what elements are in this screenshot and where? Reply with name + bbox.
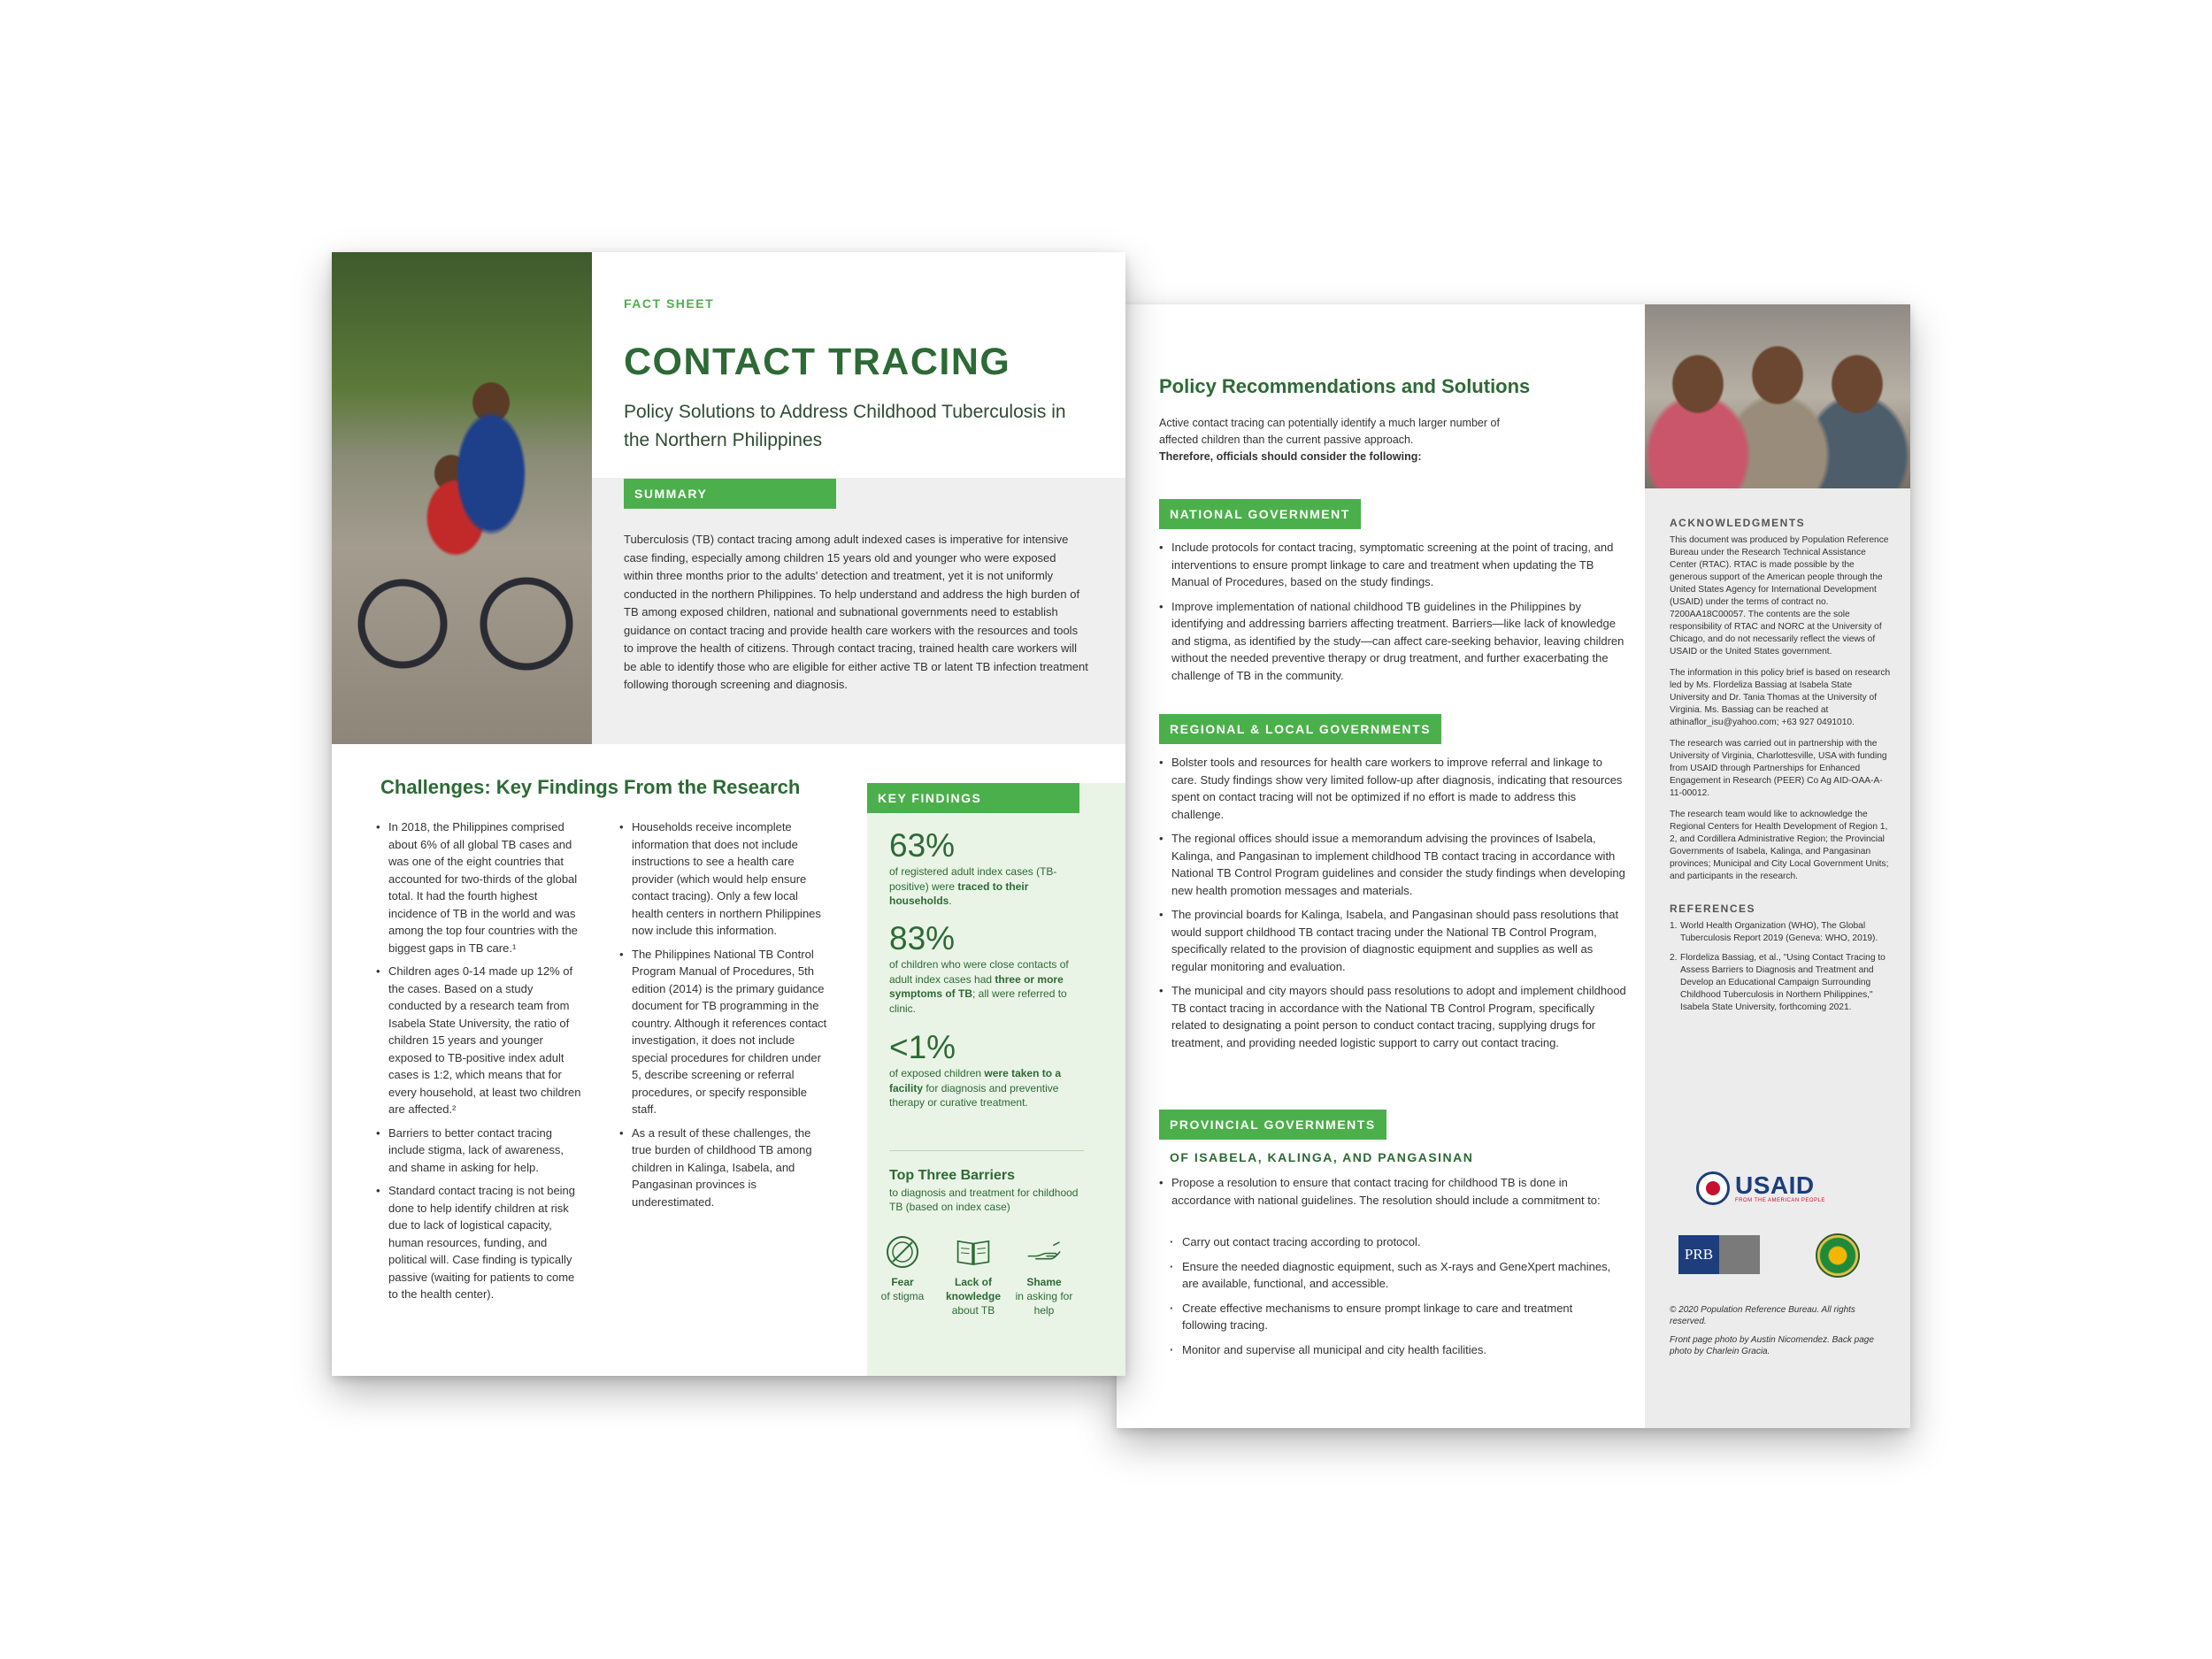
references-list xyxy=(1670,920,1891,1014)
list-item: • Bolster tools and resources for health care workers to improve referral and linkage to care. Study findings show very limited follow-up after diagnosis, indicating that resources spent on contact tracing will not be optimized if no effort is made to address this challenge. xyxy=(1159,754,1628,823)
references-heading: REFERENCES xyxy=(1670,902,1756,915)
list-item: • The regional offices should issue a memorandum advising the provinces of Isabela, Kalinga, and Pangasinan to implement childhood TB contact tracing in accordance with National TB Control Program guidelines and consider the study findings when developing new health promotion messages and materials. xyxy=(1159,830,1628,899)
national-government-band: NATIONAL GOVERNMENT xyxy=(1159,499,1361,529)
challenges-column-2 xyxy=(619,818,832,1217)
list-item: • As a result of these challenges, the true burden of childhood TB among children in Kalinga, Isabela, and Pangasinan provinces is underestimated. xyxy=(619,1125,832,1211)
key-findings-band: KEY FINDINGS xyxy=(867,783,1079,813)
back-page xyxy=(1117,304,1910,1428)
photo-credits: Front page photo by Austin Nicomendez. Back page photo by Charlein Gracia. xyxy=(1670,1335,1874,1356)
list-item: · Monitor and supervise all municipal and city health facilities. xyxy=(1170,1341,1612,1359)
prb-logo: PRB xyxy=(1678,1235,1760,1274)
list-item: · Carry out contact tracing according to protocol. xyxy=(1170,1233,1612,1251)
list-item: • In 2018, the Philippines comprised about 6% of all global TB cases and was one of the eight countries that accounted for two-thirds of the global total. It had the fourth highest incidence of TB in the world and was among the top four countries with the biggest gaps in TB care.¹ xyxy=(376,818,584,956)
policy-title: Policy Recommendations and Solutions xyxy=(1159,375,1531,397)
list-item: • The municipal and city mayors should pass resolutions to adopt and implement childhood TB contact tracing in accordance with the National TB Control Program, specifically related to designating a point person to conduct contact tracing, supplying drugs for treatment, and providing needed logistic support to carry out contact tracing. xyxy=(1159,982,1628,1051)
national-list xyxy=(1159,539,1628,691)
ack-paragraph: The research was carried out in partnership with the University of Virginia, Charlottesville, USA with funding from USAID through Partnerships for Enhanced Engagement in Research (PEER) Co Ag AID-OAA-A-11-00012. xyxy=(1670,739,1887,798)
list-item: · Create effective mechanisms to ensure prompt linkage to care and treatment following tracing. xyxy=(1170,1300,1612,1334)
list-item: • The provincial boards for Kalinga, Isabela, and Pangasinan should pass resolutions that would support childhood TB contact tracing under the National TB Control Program, specifically related to the provision of diagnostic equipment and supplies as well as regular monitoring and evaluation. xyxy=(1159,906,1628,975)
front-photo xyxy=(332,252,592,744)
credits xyxy=(1670,1304,1891,1364)
summary-text: Tuberculosis (TB) contact tracing among adult indexed cases is imperative for intensive case finding, especially among children 15 years old and younger who were exposed within three months prior to the adults' detection and treatment, yet it is not uniformly conducted in the northern Philippines. To help understand and address the high burden of TB among exposed children, national and subnational governments need to establish guidance on contact tracing and provide health care workers with the resources and tools to improve the health of citizens. Through contact tracing, trained health care workers will be able to identify those who are eligible for either active TB or latent TB infection treatment following thorough screening and diagnosis. xyxy=(624,533,1088,691)
challenges-column-1 xyxy=(376,818,584,1310)
partner-logos xyxy=(1670,1171,1891,1304)
usaid-logo: USAID FROM THE AMERICAN PEOPLE xyxy=(1696,1171,1825,1205)
provincial-subheading: OF ISABELA, KALINGA, AND PANGASINAN xyxy=(1170,1150,1474,1164)
isabela-state-university-seal-icon xyxy=(1816,1233,1860,1278)
list-item: · Ensure the needed diagnostic equipment, such as X-rays and GeneXpert machines, are available, functional, and accessible. xyxy=(1170,1258,1612,1293)
barrier-fear: Fear of stigma xyxy=(867,1234,938,1303)
page-title: CONTACT TRACING xyxy=(624,341,1011,383)
provincial-band: PROVINCIAL GOVERNMENTS xyxy=(1159,1110,1386,1140)
barrier-shame: Shame in asking for help xyxy=(1009,1234,1079,1317)
barriers-title: Top Three Barriers xyxy=(889,1168,1015,1183)
page-subtitle: Policy Solutions to Address Childhood Tuberculosis in the Northern Philippines xyxy=(624,402,1066,450)
stat-block: 83% of children who were close contacts of adult index cases had three or more symptoms of TB; all were referred to clinic. xyxy=(889,920,1093,1016)
regional-local-band: REGIONAL & LOCAL GOVERNMENTS xyxy=(1159,714,1441,744)
back-photo xyxy=(1645,304,1910,488)
divider xyxy=(889,1150,1084,1151)
provincial-list xyxy=(1159,1174,1628,1216)
regional-list xyxy=(1159,754,1628,1058)
barrier-knowledge: Lack of knowledge about TB xyxy=(938,1234,1009,1317)
list-item: • Children ages 0-14 made up 12% of the cases. Based on a study conducted by a research team from Isabela State University, the ratio of children 15 years and younger exposed to TB-positive index adult cases is 1:2, which means that for every household, at least two children are affected.² xyxy=(376,963,584,1118)
list-item: • The Philippines National TB Control Program Manual of Procedures, 5th edition (2014) is the primary guidance document for TB programming in the country. Although it references contact investigation, it does not include special procedures for children under 5, describe screening or referral procedures, or specify responsible staff. xyxy=(619,946,832,1118)
list-item: • Improve implementation of national childhood TB guidelines in the Philippines by identifying and addressing barriers affecting treatment. Barriers—like lack of knowledge and stigma, as identified by the study—can affect care-seeking behavior, leaving children without the needed preventive therapy or drug treatment, and further exacerbating the challenge of TB in the community. xyxy=(1159,598,1628,685)
commitment-list xyxy=(1170,1233,1612,1365)
front-page xyxy=(332,252,1125,1376)
ack-paragraph: This document was produced by Population Reference Bureau under the Research Technical Assistance Center (RTAC). RTAC is made possible by the generous support of the American people through the United States Agency for International Development (USAID) under the terms of contract no. 7200AA18C00057. The contents are the sole responsibility of RTAC and NORC at the University of Chicago, and do not necessarily reflect the views of USAID or the United States government. xyxy=(1670,535,1889,657)
list-item: • Barriers to better contact tracing include stigma, lack of awareness, and shame in asking for help. xyxy=(376,1125,584,1177)
list-item: • Standard contact tracing is not being done to help identify children at risk due to lack of logistical capacity, human resources, funding, and political will. Case finding is typically passive (waiting for patients to come to the health center). xyxy=(376,1182,584,1303)
no-symbol-icon xyxy=(885,1234,920,1270)
copyright: © 2020 Population Reference Bureau. All rights reserved. xyxy=(1670,1305,1855,1326)
list-item: • Include protocols for contact tracing, symptomatic screening at the point of tracing, and interventions to ensure prompt linkage to care and treatment when updating the TB Manual of Procedures, based on the study findings. xyxy=(1159,539,1628,591)
challenges-title: Challenges: Key Findings From the Research xyxy=(380,776,801,798)
usaid-seal-icon xyxy=(1696,1171,1730,1205)
back-sidebar xyxy=(1645,304,1910,1428)
ack-paragraph: The information in this policy brief is based on research led by Ms. Flordeliza Bassiag at Isabela State University and Dr. Tania Thomas at the University of Virginia. Ms. Bassiag can be reached at athinaflor_isu@yahoo.com; +63 927 0491010. xyxy=(1670,668,1891,727)
stat-value: 63% xyxy=(889,827,956,864)
stat-value: <1% xyxy=(889,1029,956,1065)
acknowledgments xyxy=(1670,517,1891,1021)
ack-paragraph: The research team would like to acknowledge the Regional Centers for Health Development of Region 1, 2, and Cordillera Administrative Region; the Provincial Governments of Isabela, Kalinga, and Pangasinan provinces; Municipal and City Local Government Units; and participants in the research. xyxy=(1670,810,1889,881)
stat-block: 63% of registered adult index cases (TB-positive) were traced to their households. xyxy=(889,827,1093,909)
policy-intro-bold: Therefore, officials should consider the following: xyxy=(1159,450,1422,463)
list-item: • Propose a resolution to ensure that contact tracing for childhood TB is done in accordance with national guidelines. The resolution should include a commitment to: xyxy=(1159,1174,1628,1209)
barriers-subtitle: to diagnosis and treatment for childhood TB (based on index case) xyxy=(889,1187,1079,1213)
open-hand-icon xyxy=(1026,1234,1062,1270)
reference-item: 2. Flordeliza Bassiag, et al., "Using Contact Tracing to Assess Barriers to Diagnosis and Treatment and Develop an Educational Campaign Surrounding Childhood Tuberculosis in Northern Philippines," Isabela State University, forthcoming 2021. xyxy=(1670,953,1886,1012)
summary-band: SUMMARY xyxy=(624,479,836,509)
acknowledgments-heading: ACKNOWLEDGMENTS xyxy=(1670,517,1806,529)
stat-block: <1% of exposed children were taken to a facility for diagnosis and preventive therapy or curative treatment. xyxy=(889,1029,1093,1110)
open-book-icon xyxy=(956,1234,991,1270)
fact-sheet-label: FACT SHEET xyxy=(624,296,715,311)
policy-intro xyxy=(1159,415,1531,465)
reference-item: 1. World Health Organization (WHO), The Global Tuberculosis Report 2019 (Geneva: WHO, 2019). xyxy=(1670,921,1878,943)
policy-intro-text: Active contact tracing can potentially identify a much larger number of affected children than the current passive approach. xyxy=(1159,417,1500,446)
stat-value: 83% xyxy=(889,920,956,956)
list-item: • Households receive incomplete information that does not include instructions to see a health care provider (which would help ensure contact tracing). Only a few local health centers in northern Philippines now include this information. xyxy=(619,818,832,940)
